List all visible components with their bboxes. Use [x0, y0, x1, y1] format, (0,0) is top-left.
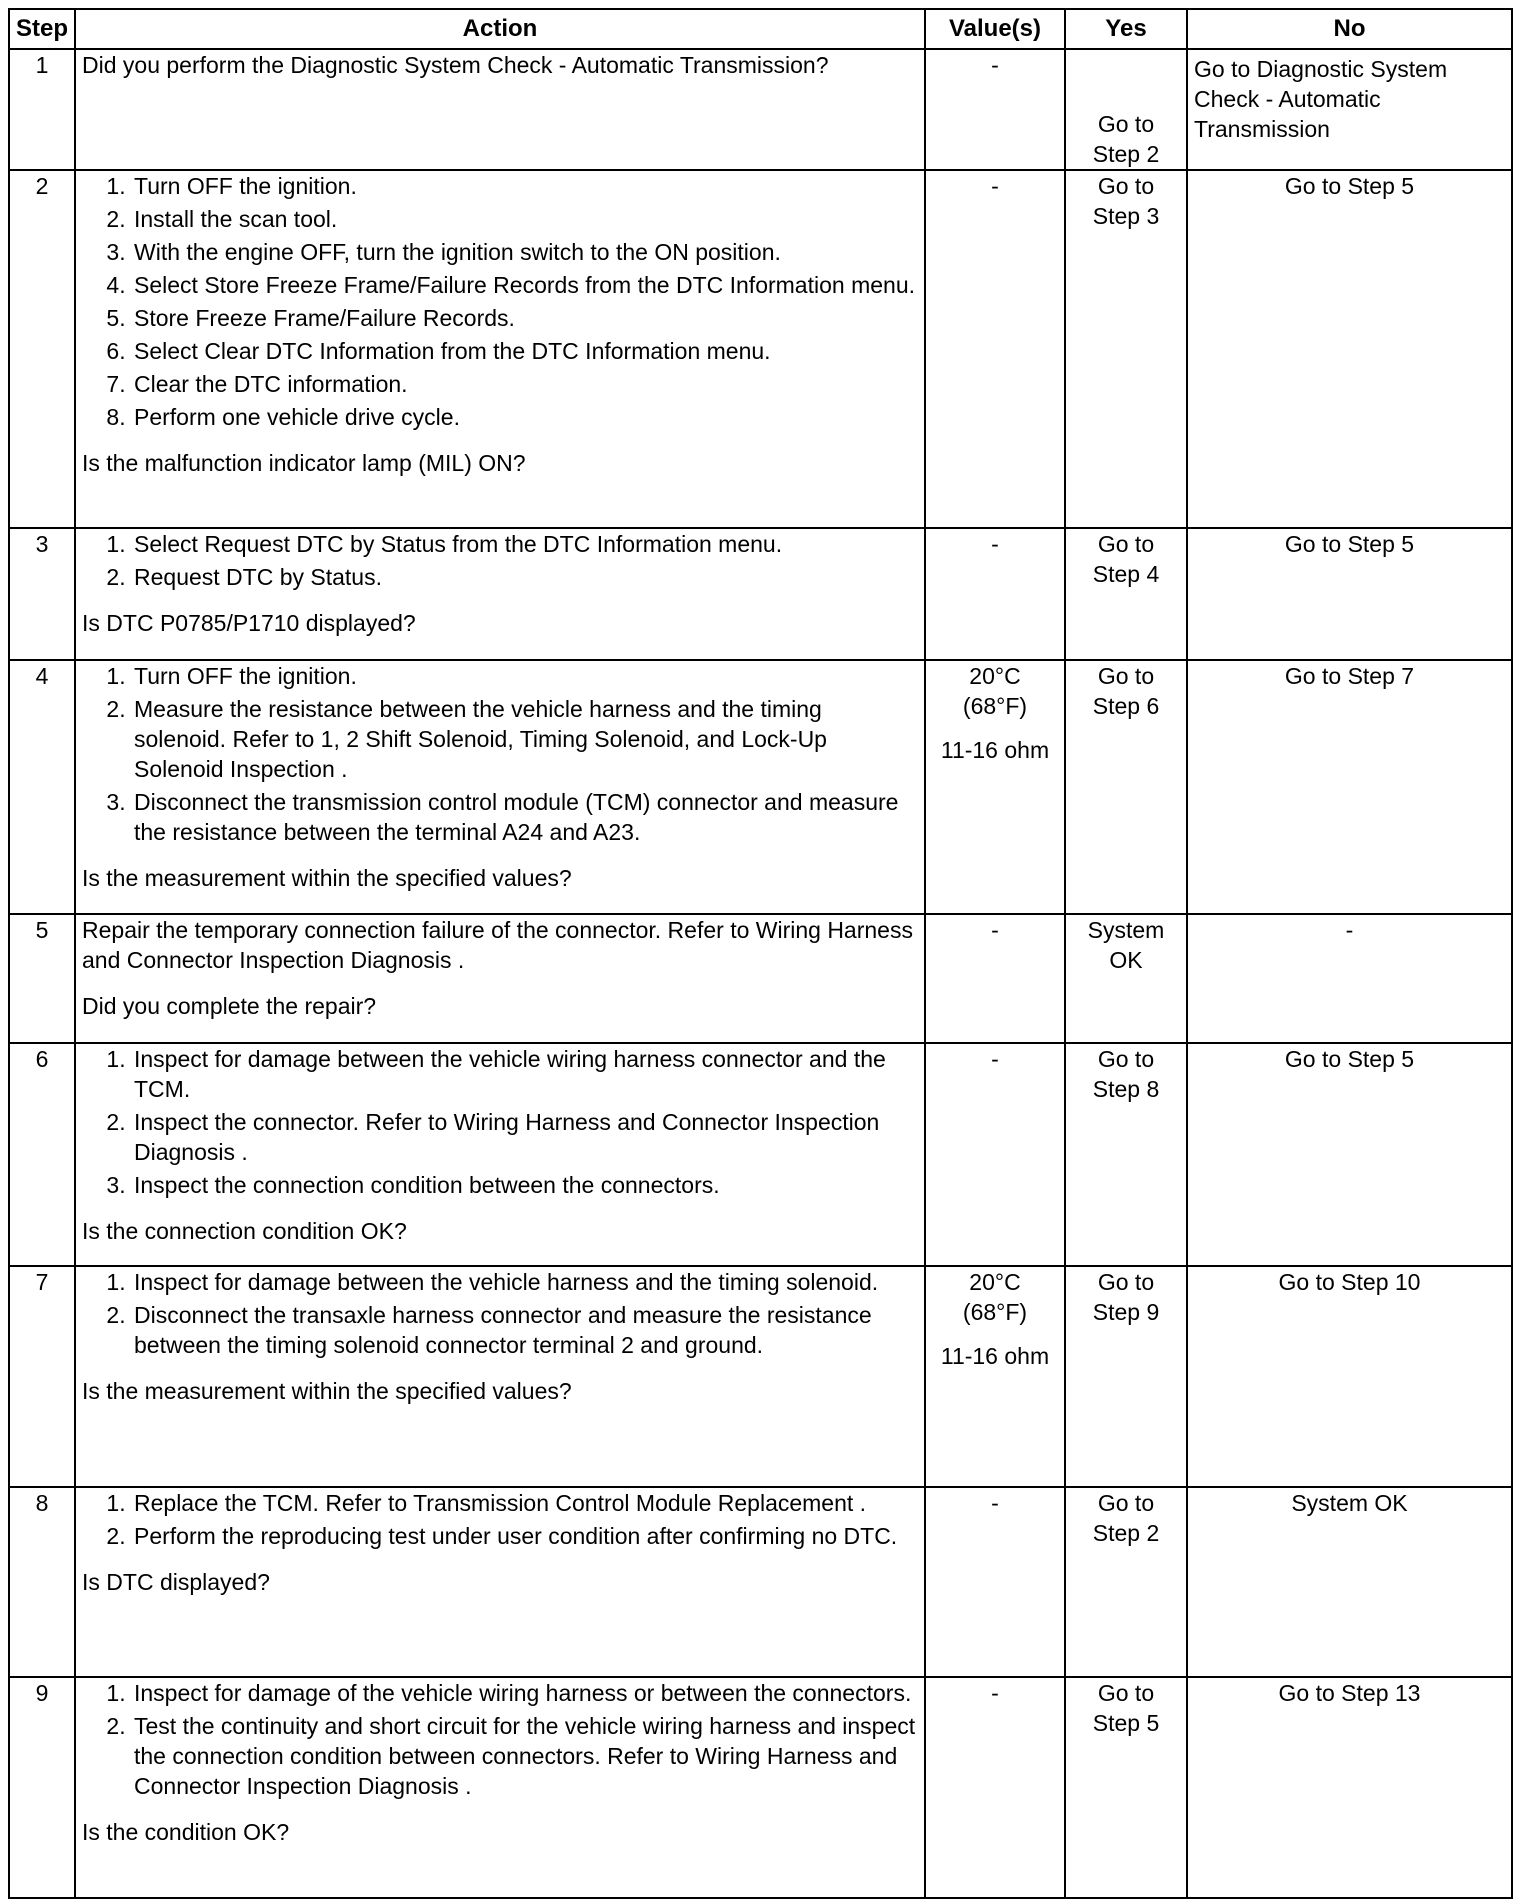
- action-list: [82, 171, 918, 432]
- value-cell: -: [925, 1043, 1065, 1266]
- yes-cell: Go to Step 2: [1065, 1487, 1187, 1677]
- value-resistance: 11-16 ohm: [940, 1343, 1050, 1369]
- action-cell: [75, 660, 925, 914]
- action-list-item: 1. Turn OFF the ignition.: [132, 171, 918, 201]
- value-cell: -: [925, 1677, 1065, 1898]
- table-row: [9, 49, 1512, 170]
- action-list-item: 5. Store Freeze Frame/Failure Records.: [132, 303, 918, 333]
- yes-cell: Go to Step 3: [1065, 170, 1187, 528]
- action-list-item: 1. Turn OFF the ignition.: [132, 661, 918, 691]
- value-cell: -: [925, 914, 1065, 1043]
- action-list: [82, 529, 918, 592]
- action-list-item: 1. Select Request DTC by Status from the DTC Information menu.: [132, 529, 918, 559]
- table-row: [9, 914, 1512, 1043]
- value-temp-c: 20°C: [969, 1269, 1021, 1295]
- action-question: Is the malfunction indicator lamp (MIL) ON?: [82, 450, 526, 476]
- step-number: 7: [9, 1266, 75, 1487]
- no-cell: Go to Step 7: [1187, 660, 1512, 914]
- table-row: [9, 170, 1512, 528]
- action-list-item: 2. Install the scan tool.: [132, 204, 918, 234]
- value-cell: -: [925, 49, 1065, 170]
- table-row: [9, 528, 1512, 660]
- action-cell: [75, 528, 925, 660]
- action-list: [82, 1488, 918, 1551]
- step-number: 4: [9, 660, 75, 914]
- action-list: [82, 661, 918, 847]
- step-number: 9: [9, 1677, 75, 1898]
- diagnostic-table-wrapper: [8, 8, 1513, 1899]
- action-list-item: 2. Perform the reproducing test under user condition after confirming no DTC.: [132, 1521, 918, 1551]
- table-row: [9, 1487, 1512, 1677]
- no-cell: Go to Diagnostic System Check - Automatic Transmission: [1187, 49, 1512, 170]
- step-number: 1: [9, 49, 75, 170]
- yes-cell: Go to Step 8: [1065, 1043, 1187, 1266]
- action-cell: [75, 1677, 925, 1898]
- header-no: No: [1187, 9, 1512, 49]
- yes-cell: Go to Step 9: [1065, 1266, 1187, 1487]
- action-cell: [75, 1043, 925, 1266]
- header-values: Value(s): [925, 9, 1065, 49]
- action-list-item: 2. Test the continuity and short circuit for the vehicle wiring harness and inspect the connection condition between connectors. Refer to Wiring Harness and Connector Inspection Diagnosis .: [132, 1711, 918, 1801]
- no-cell: Go to Step 5: [1187, 528, 1512, 660]
- action-list: [82, 1044, 918, 1200]
- step-number: 2: [9, 170, 75, 528]
- value-spacer: [932, 1327, 1058, 1341]
- no-cell: System OK: [1187, 1487, 1512, 1677]
- no-cell: -: [1187, 914, 1512, 1043]
- table-row: [9, 1266, 1512, 1487]
- yes-cell: Go to Step 5: [1065, 1677, 1187, 1898]
- action-question: Did you complete the repair?: [82, 993, 377, 1019]
- step-number: 3: [9, 528, 75, 660]
- yes-cell: Go to Step 4: [1065, 528, 1187, 660]
- step-number: 5: [9, 914, 75, 1043]
- action-list-item: 1. Replace the TCM. Refer to Transmission Control Module Replacement .: [132, 1488, 918, 1518]
- table-row: [9, 1677, 1512, 1898]
- action-list-item: 3. Inspect the connection condition between the connectors.: [132, 1170, 918, 1200]
- action-text: Did you perform the Diagnostic System Check - Automatic Transmission?: [82, 52, 829, 78]
- table-row: [9, 1043, 1512, 1266]
- no-cell: Go to Step 10: [1187, 1266, 1512, 1487]
- value-cell: -: [925, 1487, 1065, 1677]
- action-cell: [75, 49, 925, 170]
- no-cell: Go to Step 5: [1187, 1043, 1512, 1266]
- diagnostic-table: [8, 8, 1513, 1899]
- value-resistance: 11-16 ohm: [940, 737, 1050, 763]
- action-question: Is the connection condition OK?: [82, 1218, 407, 1244]
- action-question: Is DTC displayed?: [82, 1569, 270, 1595]
- action-list-item: 8. Perform one vehicle drive cycle.: [132, 402, 918, 432]
- action-list-item: 4. Select Store Freeze Frame/Failure Records from the DTC Information menu.: [132, 270, 918, 300]
- step-number: 6: [9, 1043, 75, 1266]
- header-step: Step: [9, 9, 75, 49]
- no-cell: Go to Step 5: [1187, 170, 1512, 528]
- header-yes: Yes: [1065, 9, 1187, 49]
- action-list-item: 1. Inspect for damage between the vehicle wiring harness connector and the TCM.: [132, 1044, 918, 1104]
- action-cell: [75, 914, 925, 1043]
- value-temp-f: (68°F): [962, 1299, 1028, 1325]
- yes-cell: Go to Step 2: [1065, 49, 1187, 170]
- action-list-item: 1. Inspect for damage between the vehicle harness and the timing solenoid.: [132, 1267, 918, 1297]
- action-list-item: 2. Inspect the connector. Refer to Wiring Harness and Connector Inspection Diagnosis .: [132, 1107, 918, 1167]
- value-cell: [925, 1266, 1065, 1487]
- action-list-item: 6. Select Clear DTC Information from the DTC Information menu.: [132, 336, 918, 366]
- value-spacer: [932, 721, 1058, 735]
- yes-cell: Go to Step 6: [1065, 660, 1187, 914]
- yes-cell: System OK: [1065, 914, 1187, 1043]
- action-list-item: 1. Inspect for damage of the vehicle wiring harness or between the connectors.: [132, 1678, 918, 1708]
- action-question: Is the condition OK?: [82, 1819, 290, 1845]
- action-list-item: 2. Measure the resistance between the vehicle harness and the timing solenoid. Refer to 1, 2 Shift Solenoid, Timing Solenoid, and Lock-Up Solenoid Inspection .: [132, 694, 918, 784]
- action-cell: [75, 1266, 925, 1487]
- action-list-item: 3. Disconnect the transmission control module (TCM) connector and measure the resistance between the terminal A24 and A23.: [132, 787, 918, 847]
- action-list-item: 3. With the engine OFF, turn the ignition switch to the ON position.: [132, 237, 918, 267]
- action-question: Is the measurement within the specified values?: [82, 1378, 572, 1404]
- action-cell: [75, 1487, 925, 1677]
- action-list: [82, 1267, 918, 1360]
- value-temp-f: (68°F): [962, 693, 1028, 719]
- value-cell: [925, 660, 1065, 914]
- action-list-item: 7. Clear the DTC information.: [132, 369, 918, 399]
- action-question: Is the measurement within the specified values?: [82, 865, 572, 891]
- table-row: [9, 660, 1512, 914]
- action-text: Repair the temporary connection failure of the connector. Refer to Wiring Harness and Connector Inspection Diagnosis .: [82, 917, 913, 973]
- action-list-item: 2. Request DTC by Status.: [132, 562, 918, 592]
- value-cell: -: [925, 528, 1065, 660]
- action-question: Is DTC P0785/P1710 displayed?: [82, 610, 416, 636]
- value-cell: -: [925, 170, 1065, 528]
- table-header-row: [9, 9, 1512, 49]
- step-number: 8: [9, 1487, 75, 1677]
- action-list: [82, 1678, 918, 1801]
- header-action: Action: [75, 9, 925, 49]
- value-temp-c: 20°C: [969, 663, 1021, 689]
- action-cell: [75, 170, 925, 528]
- no-cell: Go to Step 13: [1187, 1677, 1512, 1898]
- action-list-item: 2. Disconnect the transaxle harness connector and measure the resistance between the timing solenoid connector terminal 2 and ground.: [132, 1300, 918, 1360]
